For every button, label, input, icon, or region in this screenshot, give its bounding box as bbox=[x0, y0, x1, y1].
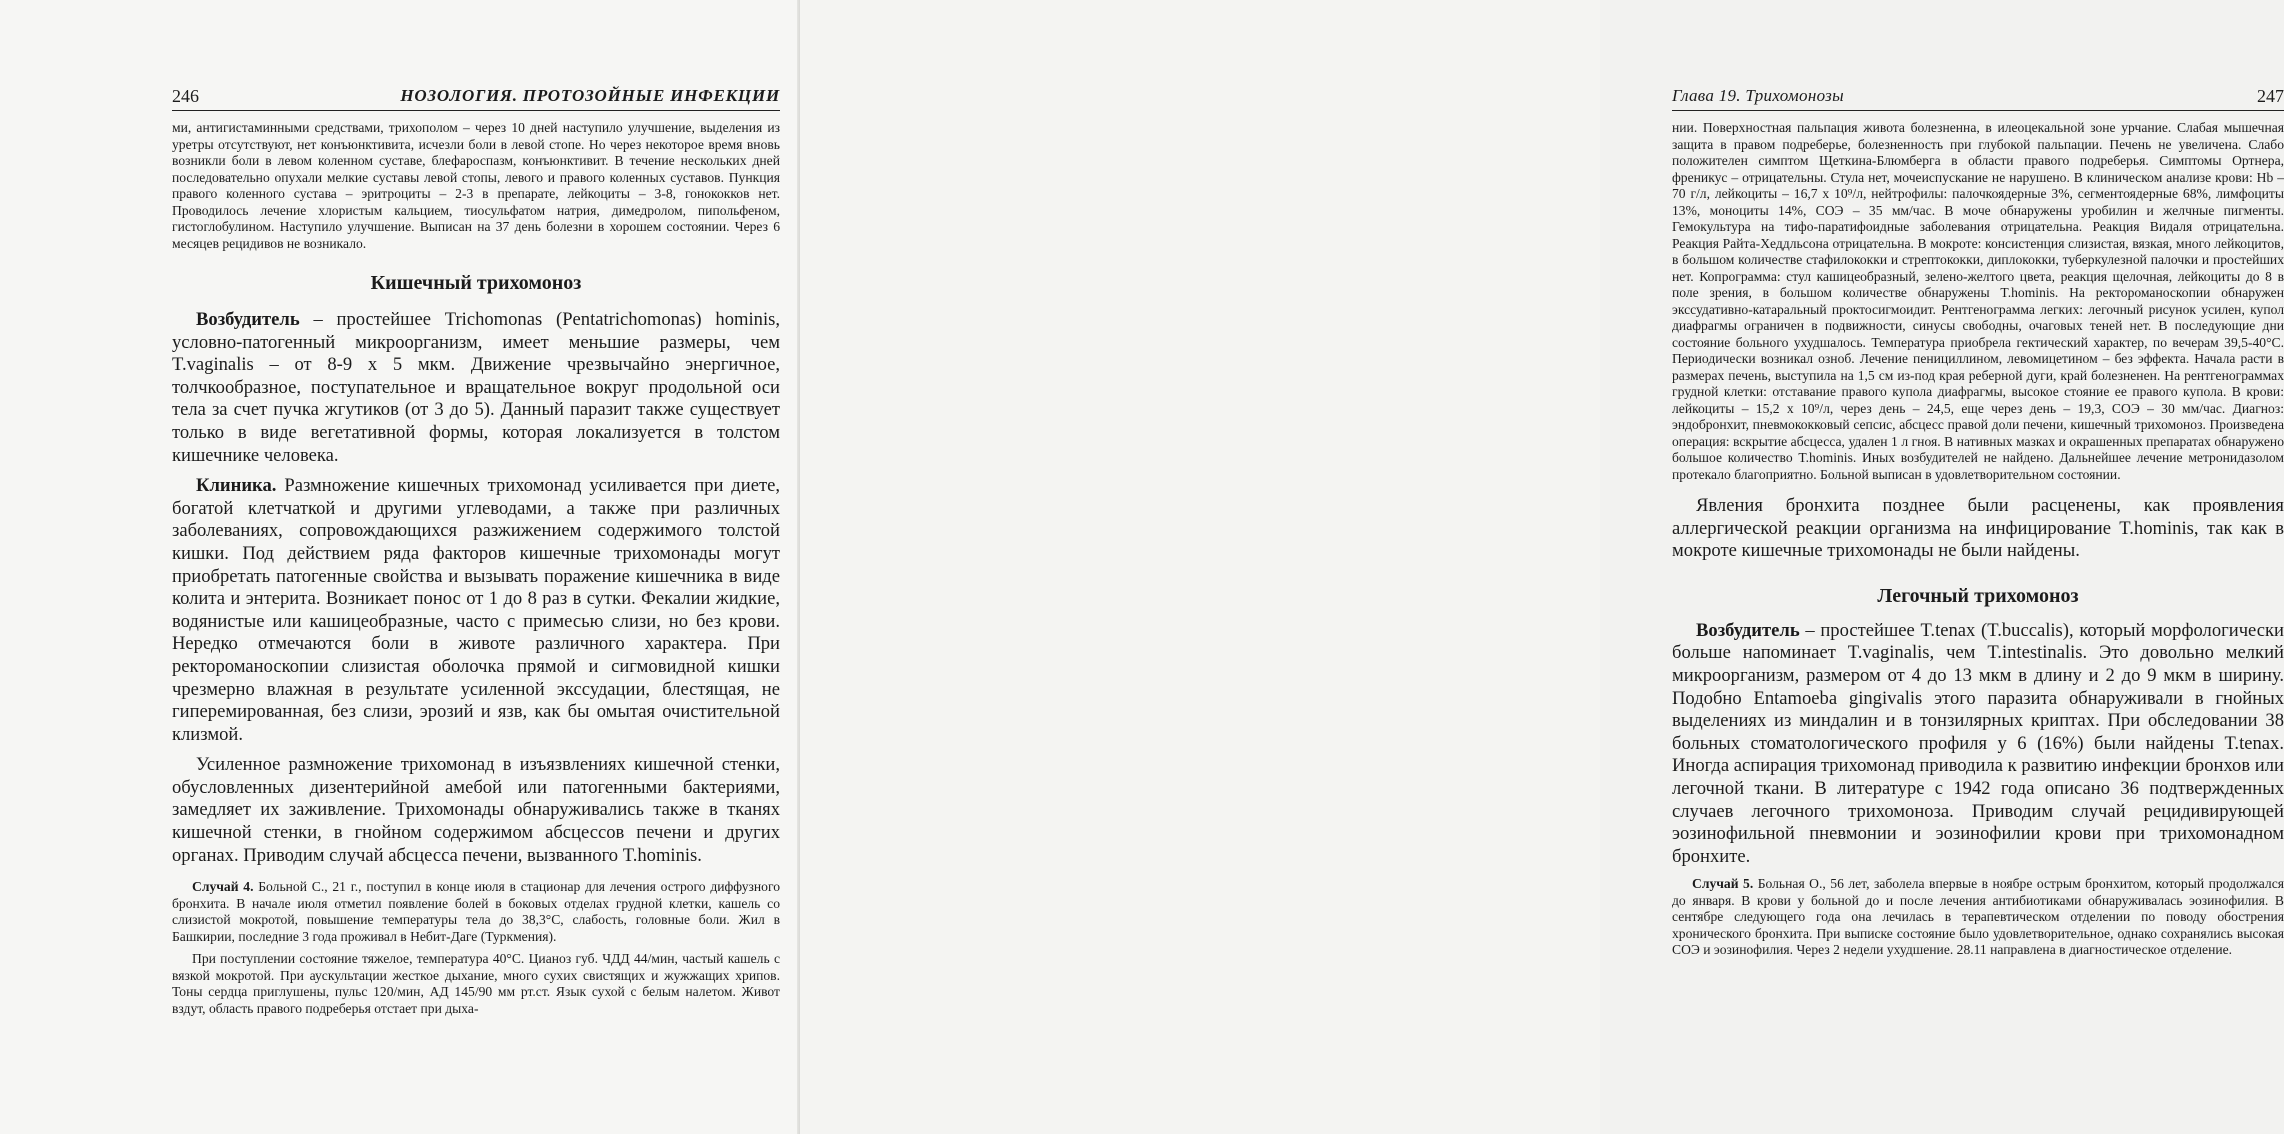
right-page bbox=[800, 0, 2284, 1134]
body-paragraph: Явления бронхита позднее были расценены, как проявления аллергической реакции организма на инфицирование T.hominis, так как в мокроте кишечные трихомонады не были найдены. bbox=[1672, 495, 2284, 562]
right-page-body bbox=[1672, 120, 2284, 959]
paragraph-text: Размножение кишечных трихомонад усиливается при диете, богатой клетчаткой и другими углеводами, а также при различных заболеваниях, сопровождающихся разжижением содержимого толстой кишки. Под действием ряда факторов кишечные трихомонады могут приобретать патогенные свойства и вызывать поражение кишечника в виде колита и энтерита. Возникает понос от 1 до 8 раз в сутки. Фекалии жидкие, водянистые или кашицеобразные, часто с примесью слизи, но без крови. Нередко отмечаются боли в животе различного характера. При ректороманоскопии слизистая оболочка прямой и сигмовидной кишки чрезмерно влажная в результате усиленной экссудации, блестящая, не гиперемированная, без слизи, эрозий и язв, как бы омытая очистительной клизмой. bbox=[172, 475, 780, 745]
case-text: Больной С., 21 г., поступил в конце июля в стационар для лечения острого диффузного бронхита. В начале июля отметил появление болей в боковых отделах грудной клетки, кашель со слизистой мокротой, повышение температуры тела до 38,3°С, слабость, головные боли. Жил в Башкирии, последние 3 года проживал в Небит-Даге (Туркмения). bbox=[172, 879, 781, 944]
paragraph-text: – простейшее Trichomonas (Pentatrichomonas) hominis, условно-патогенный микроорганизм, имеет меньшие размеры, чем T.vaginalis – от 8-9 x 5 мкм. Движение чрезвычайно энергичное, толчкообразное, поступательное и вращательное вокруг продольной оси тела за счет пучка жгутиков (от 3 до 5). Данный паразит также существует только в виде вегетативной формы, которая локализуется в толстом кишечнике человека. bbox=[172, 309, 780, 466]
running-title: НОЗОЛОГИЯ. ПРОТОЗОЙНЫЕ ИНФЕКЦИИ bbox=[400, 86, 780, 105]
body-paragraph: Усиленное размножение трихомонад в изъязвлениях кишечной стенки, обусловленных дизентерийной амебой или патогенными бактериями, замедляет их заживление. Трихомонады обнаруживались также в тканях кишечной стенки, в гнойном содержимом абсцессов печени и других органах. Приводим случай абсцесса печени, вызванного T.hominis. bbox=[172, 754, 780, 866]
right-page-header bbox=[1672, 86, 2284, 111]
page-number: 246 bbox=[172, 86, 199, 106]
case-paragraph bbox=[172, 879, 780, 945]
section-heading: Кишечный трихомоноз bbox=[370, 272, 582, 294]
continued-paragraph: ми, антигистаминными средствами, трихополом – через 10 дней наступило улучшение, выделения из уретры отсутствуют, нет конъюнктивита, исчезли боли в левой стопе. Но через некоторое время вновь возникли боли в левом коленном суставе, блефароспазм, конъюнктивит. В течение нескольких дней последовательно опухали мелкие суставы левой стопы, левого и правого коленных суставов. Пункция правого коленного сустава – эритроциты – 2-3 в препарате, лейкоциты – 3-8, гонококков нет. Проводилось лечение хлористым кальцием, тиосульфатом натрия, димедролом, пипольфеном, гистоглобулином. Наступило улучшение. Выписан на 37 день болезни в хорошем состоянии. Через 6 месяцев рецидивов не возникало. bbox=[172, 120, 780, 251]
running-title: Глава 19. Трихомонозы bbox=[1672, 86, 1844, 105]
pathogen-paragraph bbox=[1672, 620, 2284, 869]
section-heading: Легочный трихомоноз bbox=[1877, 584, 2079, 607]
term-label: Возбудитель bbox=[1696, 619, 1800, 641]
clinic-paragraph bbox=[172, 475, 780, 746]
case-label: Случай 4. bbox=[192, 879, 254, 895]
continued-paragraph: нии. Поверхностная пальпация живота болезненна, в илеоцекальной зоне урчание. Слабая мышечная защита в правом подреберье, болезненность при глубокой пальпации. Печень не увеличена. Слабо положителен симптом Щеткина-Блюмберга в области правого подреберья. Симптомы Ортнера, френикус – отрицательны. Стула нет, мочеиспускание не нарушено. В клиническом анализе крови: Hb – 70 г/л, лейкоциты – 16,7 x 10⁹/л, нейтрофилы: палочкоядерные 3%, сегментоядерные 68%, лимфоциты 13%, моноциты 14%, СОЭ – 35 мм/час. В моче обнаружены уробилин и желчные пигменты. Гемокультура на тифо-паратифоидные заболевания отрицательна. Реакция Видаля отрицательна. Реакция Райта-Хеддльсона отрицательна. В мокроте: консистенция слизистая, вязкая, много лейкоцитов, в большом количестве стафилококки и стрептококки, диплококки, туберкулезной палочки и простейших нет. Копрограмма: стул кашицеобразный, зелено-желтого цвета, реакция щелочная, лейкоциты до 8 в поле зрения, в большом количестве обнаружены T.hominis. На ректороманоскопии обнаружен экссудативно-катаральный проктосигмоидит. Рентгенограмма легких: легочный рисунок усилен, купол диафрагмы ограничен в подвижности, синусы свободны, очаговых теней нет. В последующие дни состояние больного ухудшалось. Температура приобрела гектический характер, по вечерам 39,5-40°С. Периодически возникал озноб. Лечение пенициллином, левомицетином – без эффекта. Начала расти в размерах печень, выступила на 1,5 см из-под края реберной дуги, край болезненен. На рентгенограммах грудной клетки: отставание правого купола диафрагмы, высокое стояние ее правого купола. В крови: лейкоциты – 15,2 x 10⁹/л, через день – 24,5, еще через день – 19,3, СОЭ – 30 мм/час. Диагноз: эндобронхит, пневмококковый сепсис, абсцесс правой доли печени, кишечный трихомоноз. Произведена операция: вскрытие абсцесса, удален 1 л гноя. В нативных мазках и окрашенных препаратах обнаружено большое количество T.hominis. Иных возбудителей не найдено. Дальнейшее лечение метронидазолом протекало благоприятно. Больной выписан в удовлетворительном состоянии. bbox=[1672, 120, 2284, 482]
case-paragraph bbox=[1672, 876, 2284, 959]
left-page bbox=[0, 0, 800, 1134]
term-label: Возбудитель bbox=[196, 309, 300, 330]
page-number: 247 bbox=[2257, 86, 2284, 106]
paragraph-text: – простейшее T.tenax (T.buccalis), который морфологически больше напоминает T.vaginalis, чем T.intestinalis. Это довольно мелкий микроорганизм, размером от 4 до 13 мкм в длину и 2 до 9 мкм в ширину. Подобно Entamoeba gingivalis этого паразита обнаруживали в гнойных выделениях из миндалин и в тонзилярных криптах. При обследовании 38 больных стоматологического профиля у 6 (16%) были найдены T.tenax. Иногда аспирация трихомонад приводила к развитию инфекции бронхов или легочной ткани. В литературе с 1942 года описано 36 подтвержденных случаев легочного трихомоноза. Приводим случай рецидивирующей эозинофильной пневмонии и эозинофилии крови при трихомонадном бронхите. bbox=[1672, 619, 2284, 867]
case-paragraph-continued: При поступлении состояние тяжелое, температура 40°С. Цианоз губ. ЧДД 44/мин, частый кашель с вязкой мокротой. При аускультации жесткое дыхание, много сухих свистящих и жужжащих хрипов. Тоны сердца приглушены, пульс 120/мин, АД 145/90 мм рт.ст. Язык сухой с белым налетом. Живот вздут, область правого подреберья отстает при дыха- bbox=[172, 951, 780, 1016]
left-page-body bbox=[172, 120, 780, 1017]
term-label: Клиника. bbox=[196, 475, 277, 497]
case-label: Случай 5. bbox=[1692, 876, 1754, 892]
case-text: Больная О., 56 лет, заболела впервые в ноябре острым бронхитом, который продолжался до января. В крови у больной до и после лечения антибиотиками обнаруживалась эозинофилия. В сентябре следующего года она лечилась в терапевтическом отделении по поводу обострения хронического бронхита. При выписке состояние было удовлетворительное, однако сохранялись высокая СОЭ и эозинофилия. Через 2 недели ухудшение. 28.11 направлена в диагностическое отделение. bbox=[1672, 876, 2284, 958]
pathogen-paragraph bbox=[172, 309, 780, 467]
left-page-header bbox=[172, 86, 780, 111]
